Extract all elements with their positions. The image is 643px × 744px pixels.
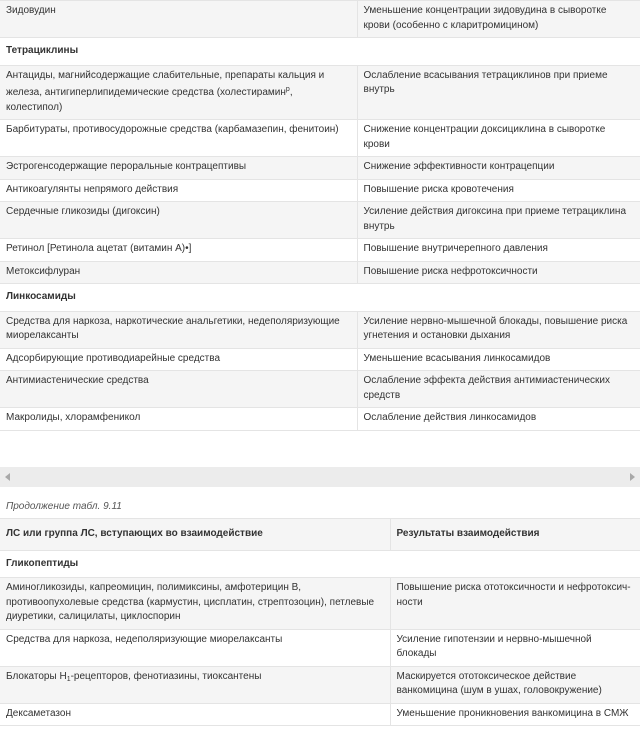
table-cell: Повышение риска нефротоксичности [357,261,640,284]
cell-text: -рецепторов, фенотиазины, тиоксантены [70,670,262,682]
table-cell: Уменьшение проникновения ванкомицина в СМЖ [390,703,640,726]
table-cell: Антимиастенические средства [0,371,357,408]
cell-text: Антациды, магнийсодержащие слабительные, препараты кальция и железа, антигиперлипидемические средства (холестирамин [6,69,325,98]
group-label: Линкосамиды [0,284,640,312]
table-cell: Повышение риска ототоксичности и нефротоксич-ности [390,578,640,630]
table-cell: Ослабление действия линкосамидов [357,408,640,431]
table-cell: Адсорбирующие противодиарейные средства [0,348,357,371]
table-row [0,666,640,703]
table-row [0,65,640,120]
table-row [0,239,640,262]
table-cell: Маскируется ототоксическое действие ванкомицина (шум в ушах, головокружение) [390,666,640,703]
table-row [0,202,640,239]
table-cell: Средства для наркоза, недеполяризующие миорелаксанты [0,629,390,666]
table-cell: Уменьшение концентрации зидовудина в сыворотке крови (особенно с кларитромицином) [357,1,640,38]
table-header-row [0,519,640,551]
table-cell: Аминогликозиды, капреомицин, полимиксины, амфотерицин В, противоопухолевые средства (кармустин, цисплатин, стрептозоцин), петлевые диуретики, салицилаты, циклоспорин [0,578,390,630]
table-cell: Средства для наркоза, наркотические анальгетики, недеполяризующие миорелаксанты [0,311,357,348]
column-header: Результаты взаимодействия [390,519,640,551]
table-row [0,1,640,38]
table-cell: Снижение концентрации доксициклина в сыворотке крови [357,120,640,157]
table-cell: Повышение риска кровотечения [357,179,640,202]
table-row [0,311,640,348]
table-cell: Антикоагулянты непрямого действия [0,179,357,202]
table-row [0,703,640,726]
table-row [0,157,640,180]
table-row [0,348,640,371]
table-cell: Повышение внутричерепного давления [357,239,640,262]
table-cell: Ретинол [Ретинола ацетат (витамин А)•] [0,239,357,262]
scroll-left-arrow-icon[interactable] [5,473,10,481]
table-cell [0,666,390,703]
table-cell: Усиление нервно-мышечной блокады, повышение риска угнетения и остановки дыхания [357,311,640,348]
table-cell: Эстрогенсодержащие пероральные контрацептивы [0,157,357,180]
group-label: Тетрациклины [0,38,640,66]
cell-text: , колестипол) [6,87,293,113]
table-row [0,261,640,284]
table-cell: Усиление гипотензии и нервно-мышечной блокады [390,629,640,666]
group-row [0,38,640,66]
table-cell: Метоксифлуран [0,261,357,284]
table-cell: Уменьшение всасывания линкосамидов [357,348,640,371]
table-row [0,578,640,630]
table-caption: Продолжение табл. 9.11 [6,501,122,512]
group-label: Гликопептиды [0,550,640,578]
table-cell: Макролиды, хлорамфеникол [0,408,357,431]
table-cell: Ослабление эффекта действия антимиастенических средств [357,371,640,408]
table-cell: Ослабление всасывания тетрациклинов при приеме внутрь [357,65,640,120]
table-row [0,629,640,666]
table-row [0,120,640,157]
scroll-right-arrow-icon[interactable] [630,473,635,481]
table-cell: Барбитураты, противосудорожные средства (карбамазепин, фенитоин) [0,120,357,157]
interaction-table-part2 [0,518,640,726]
registered-mark: р [285,86,290,93]
table-cell: Усиление действия дигоксина при приеме тетрациклина внутрь [357,202,640,239]
group-row [0,550,640,578]
table-row [0,371,640,408]
table-row [0,179,640,202]
group-row [0,284,640,312]
column-header: ЛС или группа ЛС, вступающих во взаимодействие [0,519,390,551]
table-cell: Сердечные гликозиды (дигоксин) [0,202,357,239]
table-row [0,408,640,431]
table-cell [0,65,357,120]
subscript: 1 [66,675,71,683]
table-cell: Снижение эффективности контрацепции [357,157,640,180]
table-cell: Дексаметазон [0,703,390,726]
cell-text: Блокаторы H [6,670,67,682]
horizontal-scrollbar[interactable] [0,467,640,487]
table-cell: Зидовудин [0,1,357,38]
